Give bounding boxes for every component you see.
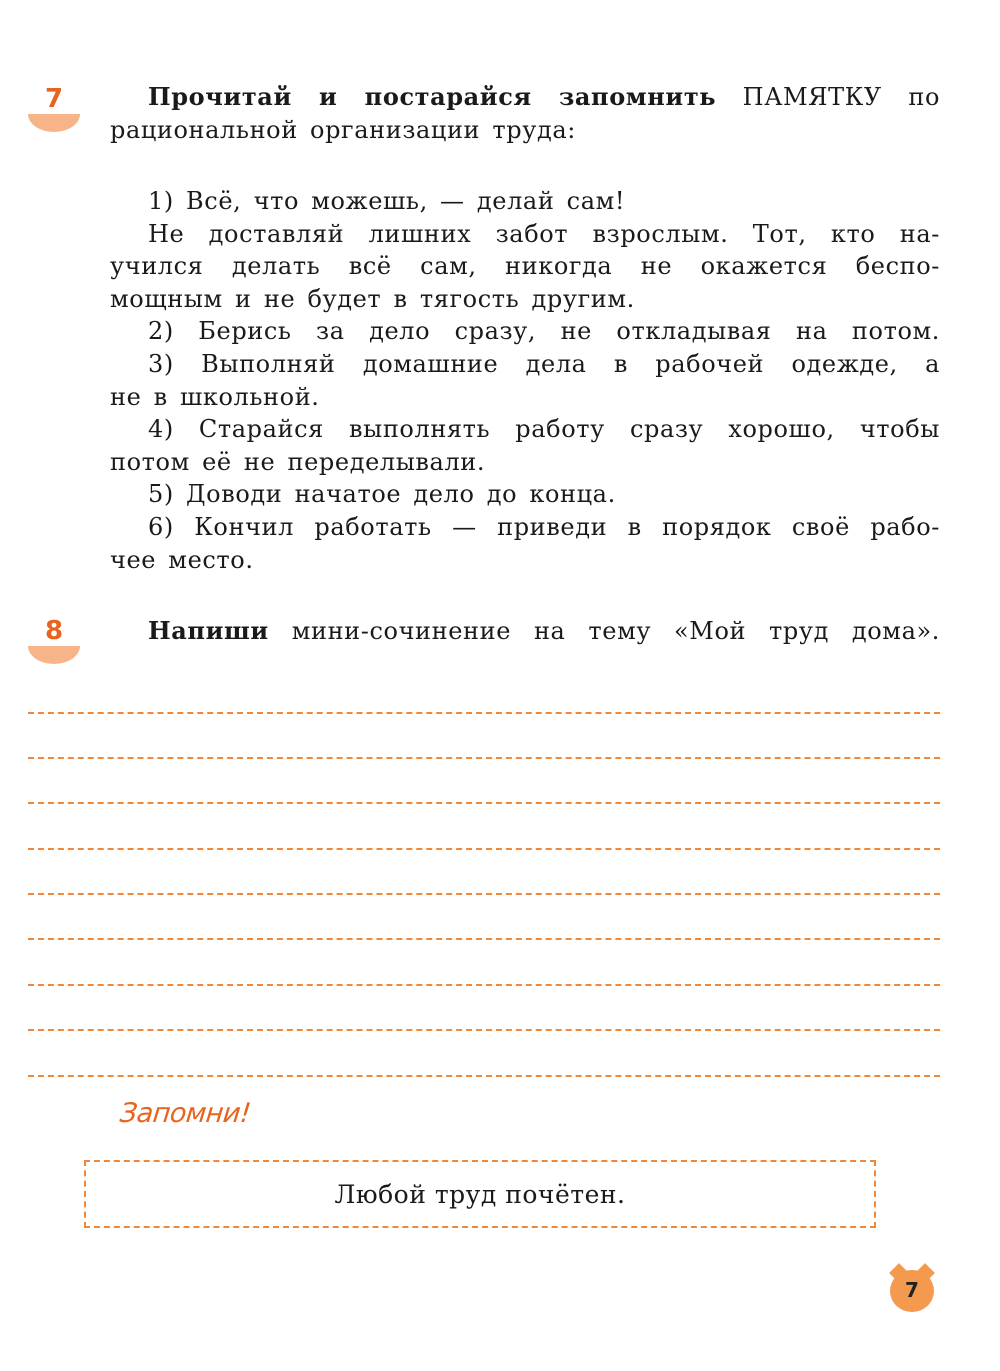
task-number: 8 [44,616,64,646]
memo-line: учился делать всё сам, никогда не окажется беспо- [110,252,940,281]
writing-line[interactable] [28,712,940,714]
rule-text: Любой труд почётен. [334,1180,626,1209]
memo-line: Не доставляй лишних забот взрослым. Тот, кто на- [148,219,940,248]
writing-line[interactable] [28,1029,940,1031]
memo-line: 3) Выполняй домашние дела в рабочей одежде, а [148,349,940,378]
page-number: 7 [905,1278,919,1302]
memo-line: чее место. [110,545,254,574]
memo-line: потом её не переделывали. [110,447,486,476]
memo-line: 4) Старайся выполнять работу сразу хорошо, чтобы [148,415,940,444]
memo-line: 6) Кончил работать — приведи в порядок своё рабо- [148,512,940,541]
page-number-badge [890,1266,934,1310]
task-7-bold: Прочитай и постарайся запомнить [148,82,717,111]
task-8-bold: Напиши [148,616,269,645]
memo-line: мощным и не будет в тягость другим. [110,284,635,313]
task-8-marker [28,616,80,676]
memo-line: 2) Берись за дело сразу, не откладывая на потом. [148,317,940,346]
writing-line[interactable] [28,848,940,850]
memo-text [110,185,940,576]
task-8-rest: мини-сочинение на тему «Мой труд дома». [268,617,940,645]
task-7-line-2: рациональной организации труда: [110,115,576,144]
writing-line[interactable] [28,938,940,940]
writing-line[interactable] [28,984,940,986]
writing-line[interactable] [28,802,940,804]
task-8-instruction [110,615,940,648]
memo-line: 1) Всё, что можешь, — делай сам! [148,187,626,215]
writing-line[interactable] [28,893,940,895]
task-marker-shape [28,114,80,132]
remember-heading: Запомни! [118,1098,253,1129]
writing-line[interactable] [28,1075,940,1077]
memo-line: 5) Доводи начатое дело до конца. [148,480,616,509]
rule-box [84,1160,876,1228]
task-8-line [110,615,940,648]
task-7-instruction [110,81,940,146]
memo-line: не в школьной. [110,382,320,411]
task-7-rest: ПАМЯТКУ по [716,83,940,111]
task-number: 7 [44,84,64,114]
writing-line[interactable] [28,757,940,759]
task-marker-shape [28,646,80,664]
task-7-marker [28,84,80,144]
task-7-line-1 [110,81,940,114]
